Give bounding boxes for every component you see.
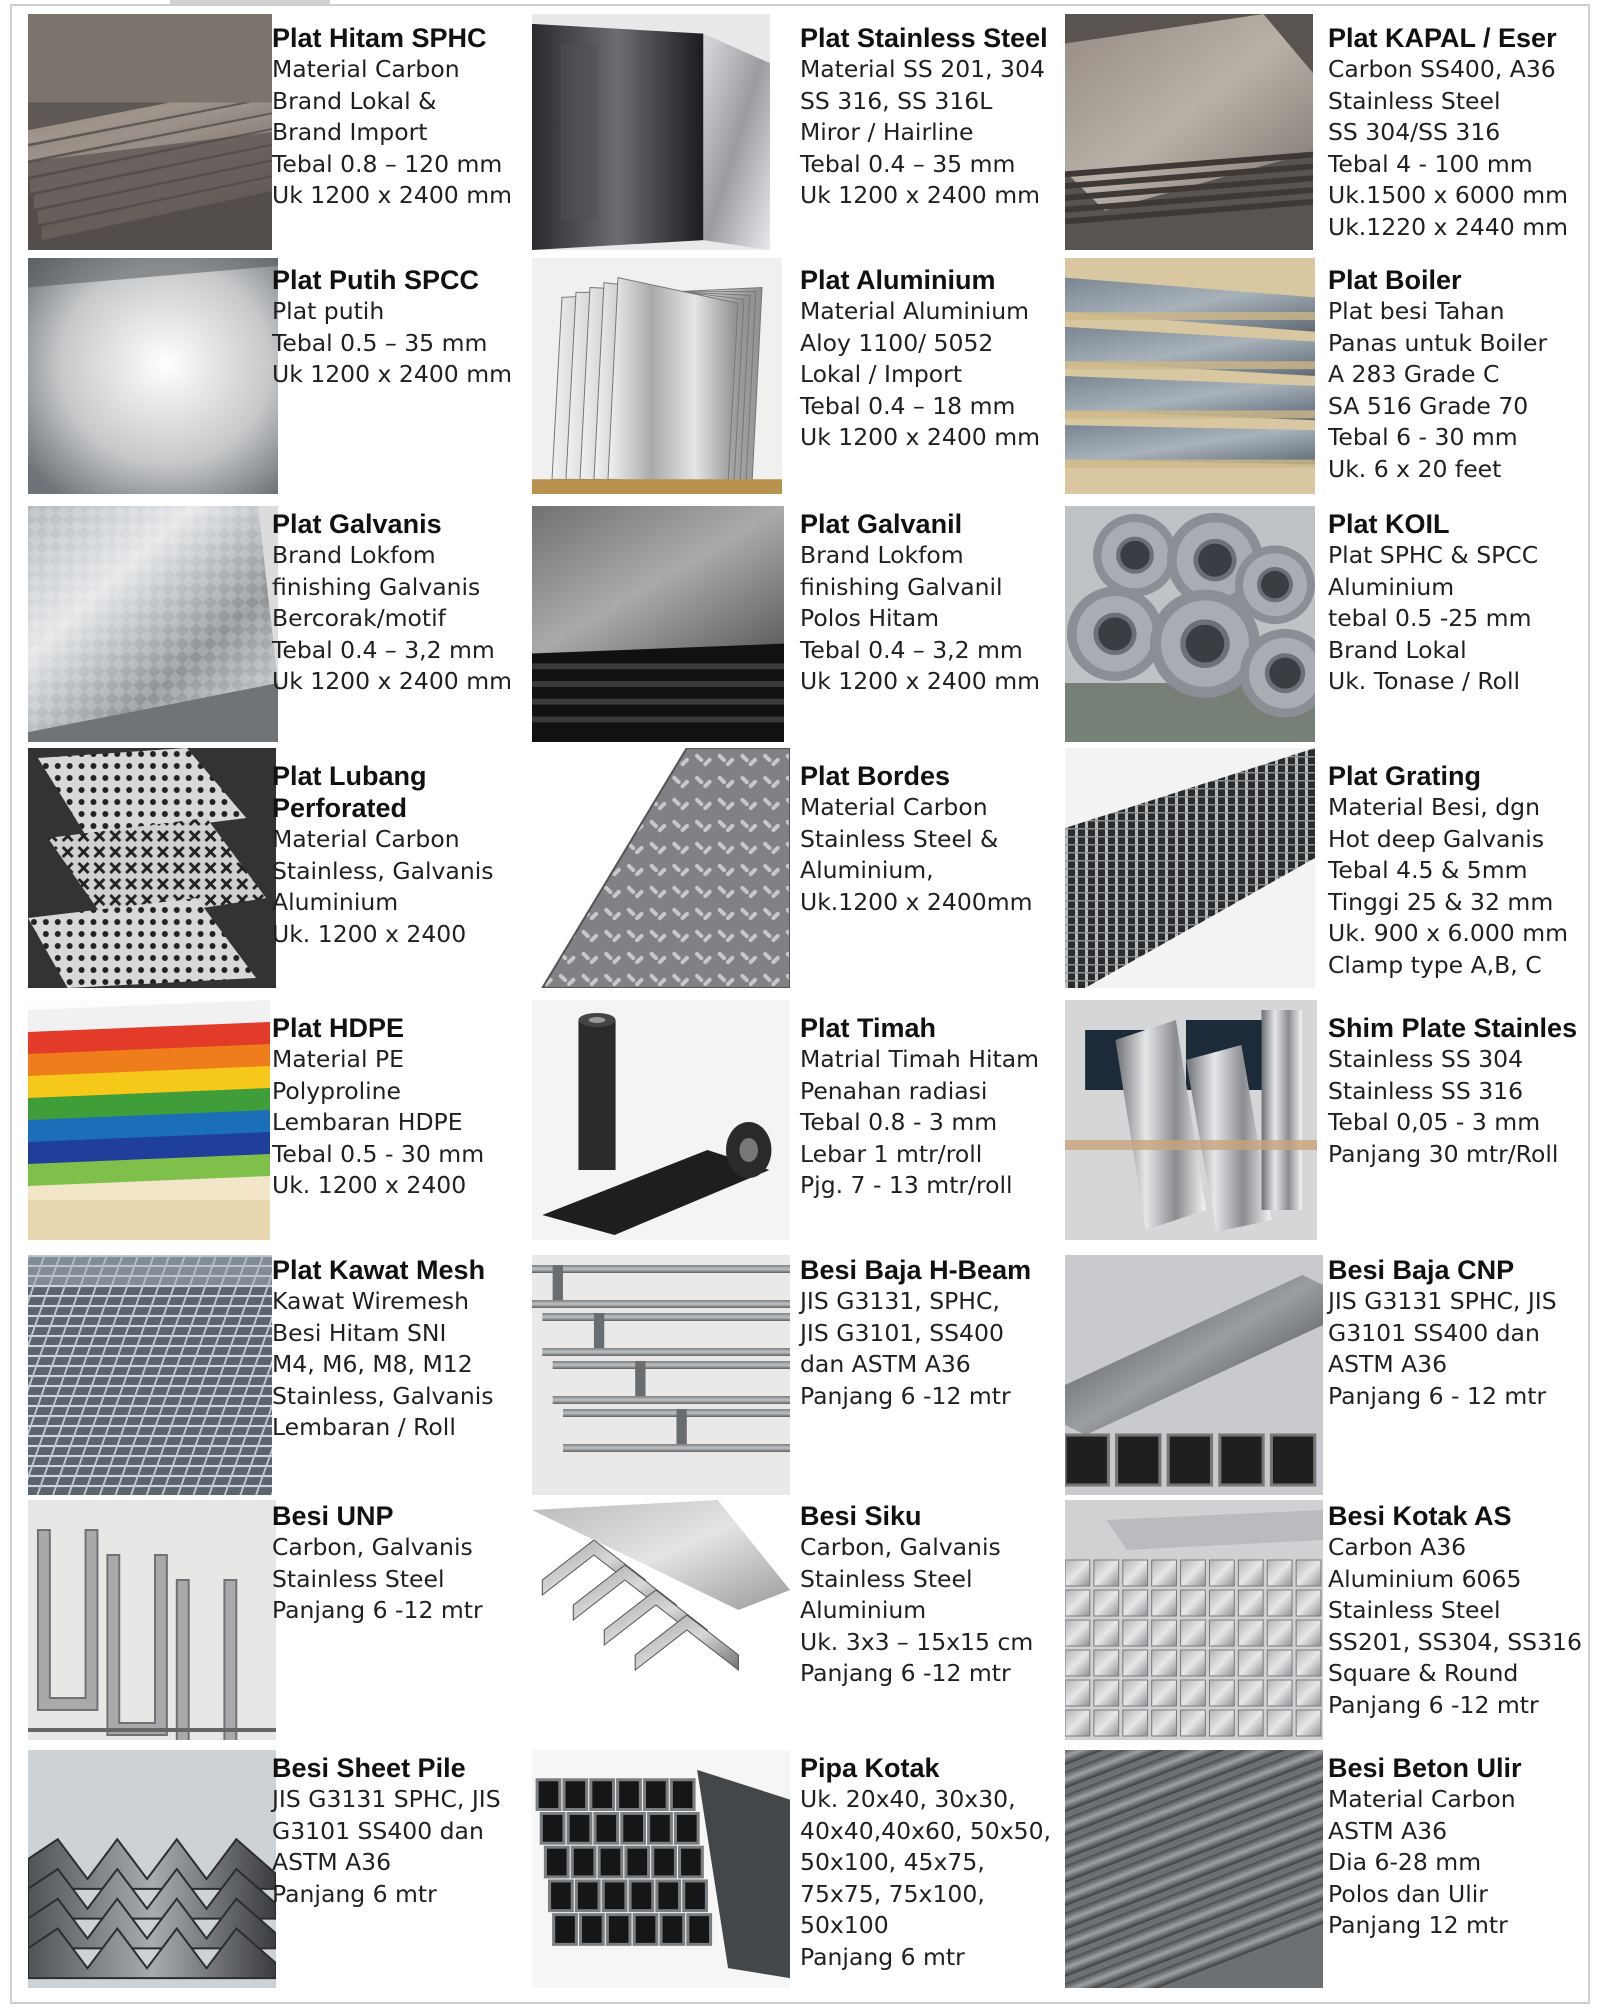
plat-hitam-sphc-photo [28, 14, 272, 250]
product-title: Besi Baja H-Beam [800, 1255, 1032, 1285]
product-spec-line: Uk. Tonase / Roll [1328, 667, 1521, 695]
product-spec-line: Brand Lokfom [800, 541, 964, 569]
product-spec-line: Material Carbon [272, 825, 460, 853]
product-spec-line: Carbon A36 [1328, 1533, 1467, 1561]
product-spec-line: Miror / Hairline [800, 118, 974, 146]
besi-baja-cnp-photo [1065, 1255, 1323, 1495]
besi-unp-photo [28, 1500, 276, 1740]
product-title: Plat Bordes [800, 761, 951, 791]
product-title: Besi UNP [272, 1501, 394, 1531]
product-title: Plat Galvanis [272, 509, 442, 539]
product-spec-line: Aluminium, [800, 856, 934, 884]
besi-baja-h-beam-photo [532, 1255, 790, 1495]
product-spec-line: Material Carbon [1328, 1785, 1516, 1813]
product-spec-line: JIS G3131 SPHC, JIS [272, 1785, 501, 1813]
besi-sheet-pile-info [272, 1752, 501, 1910]
product-spec-line: Uk 1200 x 2400 mm [800, 423, 1040, 451]
product-spec-line: Panjang 6 -12 mtr [800, 1659, 1011, 1687]
product-title: Plat Boiler [1328, 265, 1462, 295]
product-spec-line: Tebal 0.4 – 3,2 mm [272, 635, 495, 664]
besi-kotak-as-photo [1065, 1500, 1323, 1740]
product-spec-line: 50x100, 45x75, [800, 1848, 985, 1876]
product-spec-line: SA 516 Grade 70 [1328, 391, 1529, 420]
product-spec-line: Stainless Steel & [800, 824, 999, 853]
product-spec-line: ASTM A36 [1328, 1816, 1448, 1845]
product-spec-line: SS201, SS304, SS316 [1328, 1627, 1582, 1656]
plat-grating-photo [1065, 748, 1315, 988]
plat-hitam-sphc-info [272, 22, 512, 212]
product-spec-line: Polos dan Ulir [1328, 1879, 1488, 1908]
product-spec-line: Dia 6-28 mm [1328, 1848, 1482, 1876]
product-title: Besi Beton Ulir [1328, 1753, 1522, 1783]
product-spec-line: Stainless Steel [800, 1564, 973, 1593]
product-title: Besi Baja CNP [1328, 1255, 1515, 1285]
product-spec-line: Uk. 1200 x 2400 [272, 919, 467, 948]
besi-sheet-pile-photo [28, 1750, 276, 1988]
product-spec-line: Aluminium [1328, 572, 1455, 601]
product-spec-line: Aluminium [800, 1596, 927, 1624]
product-spec-line: Panjang 6 -12 mtr [1328, 1690, 1539, 1719]
plat-kapal-eser-info [1328, 22, 1568, 243]
product-spec-line: Tebal 0.4 – 35 mm [800, 149, 1016, 178]
product-spec-line: Tebal 0.5 - 30 mm [272, 1139, 485, 1168]
plat-putih-spcc-info [272, 264, 512, 391]
product-spec-line: Material PE [272, 1045, 404, 1073]
shim-plate-stainless-photo [1065, 1000, 1317, 1240]
product-spec-line: Stainless SS 304 [1328, 1045, 1524, 1073]
product-spec-line: Tebal 0.5 – 35 mm [272, 328, 488, 357]
product-spec-line: Stainless, Galvanis [272, 1381, 494, 1410]
plat-hdpe-info [272, 1012, 484, 1202]
product-spec-line: Panas untuk Boiler [1328, 328, 1548, 357]
plat-kawat-mesh-info [272, 1254, 493, 1444]
product-spec-line: Hot deep Galvanis [1328, 824, 1545, 853]
product-spec-line: Tebal 0.8 - 3 mm [800, 1108, 998, 1136]
product-spec-line: finishing Galvanil [800, 572, 1003, 601]
product-spec-line: Stainless Steel [272, 1564, 445, 1593]
product-spec-line: Panjang 6 mtr [272, 1879, 437, 1908]
plat-grating-info [1328, 760, 1568, 981]
product-spec-line: Panjang 6 -12 mtr [800, 1381, 1011, 1410]
product-spec-line: Panjang 6 mtr [800, 1942, 965, 1971]
product-spec-line: Polos Hitam [800, 604, 940, 632]
product-spec-line: Lebar 1 mtr/roll [800, 1139, 983, 1168]
product-spec-line: Panjang 6 - 12 mtr [1328, 1381, 1547, 1410]
besi-baja-h-beam-info [800, 1254, 1031, 1412]
product-spec-line: Carbon, Galvanis [272, 1533, 473, 1561]
product-spec-line: Stainless SS 316 [1328, 1076, 1524, 1105]
plat-lubang-perforated-photo [28, 748, 276, 988]
product-spec-line: Uk.1500 x 6000 mm [1328, 181, 1568, 209]
shim-plate-stainless-info [1328, 1012, 1577, 1170]
product-spec-line: Uk 1200 x 2400 mm [272, 360, 512, 388]
product-spec-line: Material SS 201, 304 [800, 55, 1045, 83]
product-spec-line: Aloy 1100/ 5052 [800, 328, 994, 357]
product-spec-line: Stainless Steel [1328, 1596, 1501, 1624]
product-title: Plat Grating [1328, 761, 1482, 791]
plat-koil-info [1328, 508, 1538, 698]
product-title: Plat Galvanil [800, 509, 963, 539]
product-spec-line: Uk. 3x3 – 15x15 cm [800, 1627, 1034, 1656]
product-spec-line: Panjang 12 mtr [1328, 1911, 1508, 1939]
product-title: Pipa Kotak [800, 1753, 940, 1783]
product-spec-line: ASTM A36 [272, 1848, 392, 1876]
product-title: Plat KOIL [1328, 509, 1450, 539]
plat-galvanis-info [272, 508, 512, 698]
product-spec-line: Uk 1200 x 2400 mm [800, 181, 1040, 209]
product-spec-line: Uk.1200 x 2400mm [800, 887, 1033, 916]
plat-stainless-steel-photo [532, 14, 770, 250]
besi-beton-ulir-info [1328, 1752, 1522, 1942]
besi-unp-info [272, 1500, 483, 1627]
product-spec-line: Carbon SS400, A36 [1328, 55, 1556, 83]
product-spec-line: Penahan radiasi [800, 1076, 988, 1105]
product-spec-line: Tinggi 25 & 32 mm [1328, 887, 1554, 916]
product-spec-line: Plat besi Tahan [1328, 297, 1505, 325]
product-spec-line: Lembaran HDPE [272, 1108, 463, 1136]
product-title: Plat Hitam SPHC [272, 23, 487, 53]
product-spec-line: ASTM A36 [1328, 1350, 1448, 1378]
product-spec-line: Tebal 4.5 & 5mm [1328, 856, 1528, 884]
product-spec-line: Aluminium [272, 888, 399, 916]
product-spec-line: SS 304/SS 316 [1328, 118, 1501, 146]
product-spec-line: Polyproline [272, 1076, 401, 1105]
product-spec-line: G3101 SS400 dan [1328, 1318, 1540, 1347]
product-spec-line: Uk 1200 x 2400 mm [800, 667, 1040, 695]
product-spec-line: Kawat Wiremesh [272, 1287, 470, 1315]
product-spec-line: finishing Galvanis [272, 572, 481, 601]
product-title: Plat Timah [800, 1013, 937, 1043]
plat-aluminium-info [800, 264, 1040, 454]
product-spec-line: Tebal 0.8 – 120 mm [272, 149, 503, 178]
product-title: Plat Lubang [272, 761, 427, 791]
product-title: Plat Stainless Steel [800, 23, 1048, 53]
product-spec-line: Uk 1200 x 2400 mm [272, 181, 512, 209]
plat-kawat-mesh-photo [28, 1255, 272, 1495]
plat-timah-info [800, 1012, 1039, 1202]
plat-koil-photo [1065, 506, 1315, 742]
product-spec-line: Material Carbon [800, 793, 988, 821]
product-spec-line: Bercorak/motif [272, 604, 446, 632]
product-spec-line: Matrial Timah Hitam [800, 1045, 1040, 1073]
product-spec-line: Panjang 6 -12 mtr [272, 1596, 483, 1624]
product-spec-line: Tebal 4 - 100 mm [1328, 149, 1533, 178]
product-spec-line: Tebal 0,05 - 3 mm [1328, 1108, 1541, 1136]
product-title: Plat Kawat Mesh [272, 1255, 486, 1285]
product-spec-line: Plat SPHC & SPCC [1328, 541, 1539, 569]
product-spec-line: 50x100 [800, 1911, 889, 1939]
plat-galvanis-photo [28, 506, 278, 742]
product-spec-line: Uk 1200 x 2400 mm [272, 667, 512, 695]
product-spec-line: Panjang 30 mtr/Roll [1328, 1139, 1559, 1168]
product-title: Besi Siku [800, 1501, 922, 1531]
product-spec-line: Uk.1220 x 2440 mm [1328, 212, 1568, 241]
plat-putih-spcc-photo [28, 258, 278, 494]
product-spec-line: JIS G3131, SPHC, [800, 1287, 1000, 1315]
product-spec-line: 40x40,40x60, 50x50, [800, 1816, 1052, 1845]
product-spec-line: Lembaran / Roll [272, 1413, 456, 1441]
plat-galvanil-photo [532, 506, 784, 742]
product-spec-line: tebal 0.5 -25 mm [1328, 604, 1532, 632]
product-spec-line: Uk. 20x40, 30x30, [800, 1785, 1016, 1813]
plat-kapal-eser-photo [1065, 14, 1313, 250]
product-title: Plat HDPE [272, 1013, 405, 1043]
product-spec-line: Uk. 6 x 20 feet [1328, 454, 1502, 483]
product-spec-line: 75x75, 75x100, [800, 1879, 985, 1908]
product-spec-line: SS 316, SS 316L [800, 86, 993, 115]
product-spec-line: A 283 Grade C [1328, 360, 1500, 388]
product-spec-line: Stainless, Galvanis [272, 856, 494, 885]
product-spec-line: Clamp type A,B, C [1328, 950, 1542, 979]
product-spec-line: Plat putih [272, 297, 385, 325]
product-spec-line: Material Carbon [272, 55, 460, 83]
product-spec-line: JIS G3131 SPHC, JIS [1328, 1287, 1557, 1315]
product-spec-line: Tebal 0.4 – 18 mm [800, 391, 1016, 420]
plat-aluminium-photo [532, 258, 782, 494]
product-spec-line: Aluminium 6065 [1328, 1564, 1522, 1593]
plat-galvanil-info [800, 508, 1040, 698]
product-spec-line: Material Besi, dgn [1328, 793, 1540, 821]
product-spec-line: Lokal / Import [800, 360, 963, 388]
product-spec-line: Carbon, Galvanis [800, 1533, 1001, 1561]
besi-kotak-as-info [1328, 1500, 1582, 1721]
product-spec-line: Brand Import [272, 118, 428, 146]
product-title: Plat Putih SPCC [272, 265, 480, 295]
plat-hdpe-photo [28, 1000, 270, 1240]
product-spec-line: Besi Hitam SNI [272, 1318, 447, 1347]
product-spec-line: dan ASTM A36 [800, 1350, 971, 1378]
plat-lubang-perforated-info [272, 760, 493, 950]
product-spec-line: Pjg. 7 - 13 mtr/roll [800, 1171, 1013, 1199]
product-title: Besi Sheet Pile [272, 1753, 466, 1783]
plat-bordes-photo [532, 748, 790, 988]
product-spec-line: Tebal 0.4 – 3,2 mm [800, 635, 1023, 664]
besi-siku-photo [532, 1500, 790, 1740]
product-spec-line: Material Aluminium [800, 297, 1030, 325]
pipa-kotak-photo [532, 1750, 790, 1988]
product-title: Plat KAPAL / Eser [1328, 23, 1557, 53]
pipa-kotak-info [800, 1752, 1051, 1973]
product-spec-line: M4, M6, M8, M12 [272, 1350, 473, 1378]
product-spec-line: Brand Lokal & [272, 86, 437, 115]
product-spec-line: Uk. 900 x 6.000 mm [1328, 919, 1568, 947]
product-title: Plat Aluminium [800, 265, 996, 295]
product-title: Shim Plate Stainles [1328, 1013, 1578, 1043]
besi-siku-info [800, 1500, 1033, 1690]
besi-beton-ulir-photo [1065, 1750, 1323, 1988]
product-spec-line: Tebal 6 - 30 mm [1328, 423, 1518, 451]
product-title-line2: Perforated [272, 793, 408, 823]
product-spec-line: Stainless Steel [1328, 86, 1501, 115]
product-spec-line: Brand Lokfom [272, 541, 436, 569]
besi-baja-cnp-info [1328, 1254, 1557, 1412]
plat-bordes-info [800, 760, 1033, 918]
product-spec-line: Brand Lokal [1328, 635, 1467, 664]
product-spec-line: Uk. 1200 x 2400 [272, 1171, 467, 1199]
plat-stainless-steel-info [800, 22, 1048, 212]
product-spec-line: Square & Round [1328, 1659, 1519, 1687]
product-spec-line: G3101 SS400 dan [272, 1816, 484, 1845]
plat-boiler-info [1328, 264, 1547, 485]
product-title: Besi Kotak AS [1328, 1501, 1512, 1531]
plat-boiler-photo [1065, 258, 1315, 494]
product-spec-line: JIS G3101, SS400 [800, 1318, 1004, 1347]
plat-timah-photo [532, 1000, 790, 1240]
